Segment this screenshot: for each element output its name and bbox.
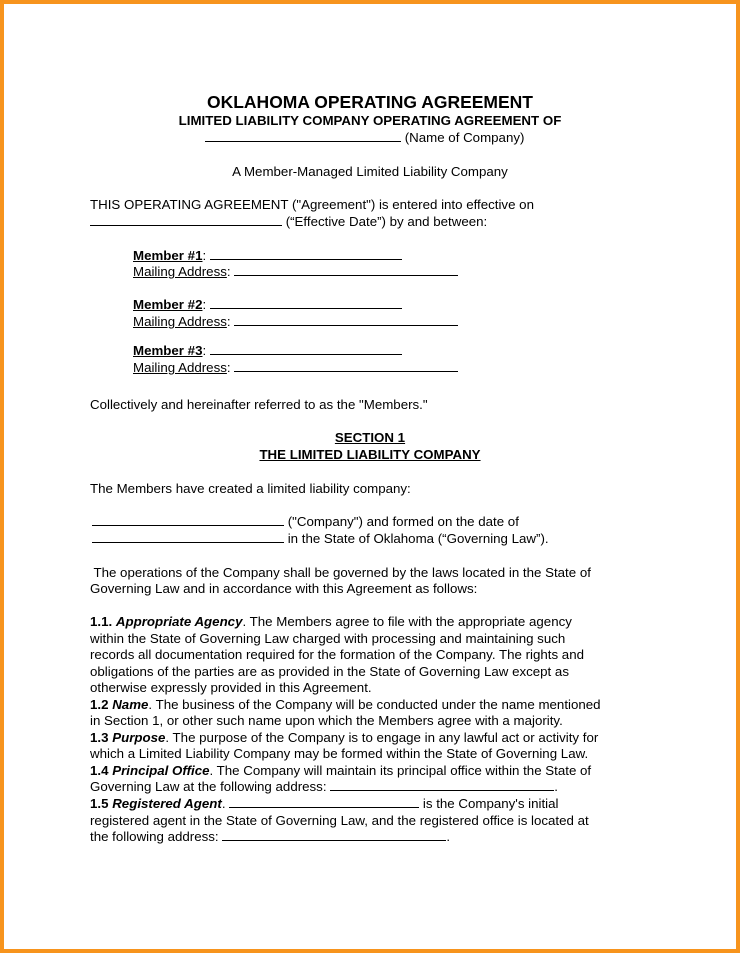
- company-line: [92, 514, 519, 531]
- clause-number: 1.2: [90, 697, 109, 712]
- registered-agent-blank[interactable]: [229, 796, 419, 808]
- colon: :: [226, 314, 231, 329]
- member-2-mailing-blank[interactable]: [234, 314, 458, 326]
- section-1-2-line-2: in Section 1, or other such name upon which the Members agree with a majority.: [90, 713, 563, 728]
- section-number: SECTION 1: [334, 430, 406, 445]
- colon: :: [202, 297, 207, 312]
- period: .: [554, 779, 558, 794]
- section-1-3-line-1: [90, 730, 598, 747]
- clause-text: . The purpose of the Company is to engage in any lawful act or activity for: [165, 730, 599, 745]
- section-1-3-line-2: which a Limited Liability Company may be formed within the State of Governing Law.: [90, 746, 589, 761]
- created-text: The Members have created a limited liability company:: [90, 481, 411, 496]
- member-1-blank[interactable]: [210, 248, 402, 260]
- mailing-address-label: Mailing Address: [133, 360, 227, 375]
- mailing-address-label: Mailing Address: [133, 314, 227, 329]
- section-1-5-line-2: registered agent in the State of Governing Law, and the registered office is located at: [90, 813, 589, 828]
- section-1-5-line-3: [90, 829, 450, 846]
- section-1-1-line-3: records all documentation required for the formation of the Company. The rights and: [90, 647, 584, 662]
- state-line-text: in the State of Oklahoma (“Governing Law”).: [287, 531, 549, 546]
- clause-title: Purpose: [112, 730, 166, 745]
- collectively-text: Collectively and hereinafter referred to as the "Members.": [90, 397, 428, 412]
- intro-line-2: [90, 214, 487, 231]
- clause-title: Principal Office: [112, 763, 210, 778]
- colon: :: [226, 360, 231, 375]
- clause-number: 1.4: [90, 763, 109, 778]
- member-3-mailing-row: [133, 360, 458, 377]
- clause-text: the following address:: [90, 829, 219, 844]
- effective-date-label: (“Effective Date”) by and between:: [285, 214, 488, 229]
- clause-text: is the Company's initial: [422, 796, 559, 811]
- clause-title: Name: [112, 697, 149, 712]
- member-3-blank[interactable]: [210, 343, 402, 355]
- registered-office-blank[interactable]: [222, 829, 446, 841]
- document-subtitle: LIMITED LIABILITY COMPANY OPERATING AGREEMENT OF: [178, 113, 562, 128]
- colon: :: [202, 248, 207, 263]
- company-type: A Member-Managed Limited Liability Company: [232, 164, 508, 179]
- clause-text: . The business of the Company will be conducted under the name mentioned: [148, 697, 601, 712]
- member-1-label: Member #1: [133, 248, 203, 263]
- clause-text: . The Company will maintain its principal office within the State of: [209, 763, 592, 778]
- company-name-blank[interactable]: [205, 130, 401, 142]
- colon: :: [226, 264, 231, 279]
- clause-text: Governing Law at the following address:: [90, 779, 327, 794]
- section-1-2-line-1: [90, 697, 601, 714]
- member-1-mailing-row: [133, 264, 458, 281]
- member-3-row: [133, 343, 402, 360]
- section-1-1-line-1: [90, 614, 572, 631]
- section-title: THE LIMITED LIABILITY COMPANY: [259, 447, 481, 462]
- member-1-mailing-blank[interactable]: [234, 264, 458, 276]
- clause-title: Registered Agent: [112, 796, 222, 811]
- member-2-mailing-row: [133, 314, 458, 331]
- section-1-1-line-4: obligations of the parties are as provided in the State of Governing Law except as: [90, 664, 569, 679]
- document-title: OKLAHOMA OPERATING AGREEMENT: [206, 92, 533, 112]
- section-1-1-line-5: otherwise expressly provided in this Agreement.: [90, 680, 372, 695]
- clause-title: Appropriate Agency: [115, 614, 243, 629]
- company-line-text: ("Company") and formed on the date of: [287, 514, 519, 529]
- intro-line-1: THIS OPERATING AGREEMENT ("Agreement") is entered into effective on: [90, 197, 534, 212]
- clause-text: . The Members agree to file with the appropriate agency: [242, 614, 572, 629]
- formation-date-blank[interactable]: [92, 531, 284, 543]
- company-blank[interactable]: [92, 514, 284, 526]
- section-1-4-line-2: [90, 779, 558, 796]
- colon: :: [202, 343, 207, 358]
- period: .: [221, 796, 226, 811]
- company-name-label: (Name of Company): [404, 130, 525, 145]
- clause-number: 1.5: [90, 796, 109, 811]
- operations-line-2: Governing Law and in accordance with this Agreement as follows:: [90, 581, 478, 596]
- state-line: [92, 531, 549, 548]
- member-2-row: [133, 297, 402, 314]
- member-2-label: Member #2: [133, 297, 203, 312]
- member-3-mailing-blank[interactable]: [234, 360, 458, 372]
- member-2-blank[interactable]: [210, 297, 402, 309]
- clause-number: 1.1.: [90, 614, 113, 629]
- clause-number: 1.3: [90, 730, 109, 745]
- operations-line-1: The operations of the Company shall be governed by the laws located in the State of: [90, 565, 591, 580]
- member-1-row: [133, 248, 402, 265]
- period: .: [446, 829, 451, 844]
- principal-office-blank[interactable]: [330, 779, 554, 791]
- section-1-5-line-1: [90, 796, 559, 813]
- effective-date-blank[interactable]: [90, 214, 282, 226]
- section-1-4-line-1: [90, 763, 591, 780]
- company-name-line: [205, 130, 524, 147]
- mailing-address-label: Mailing Address: [133, 264, 227, 279]
- member-3-label: Member #3: [133, 343, 203, 358]
- section-1-1-line-2: within the State of Governing Law charged with processing and maintaining such: [90, 631, 566, 646]
